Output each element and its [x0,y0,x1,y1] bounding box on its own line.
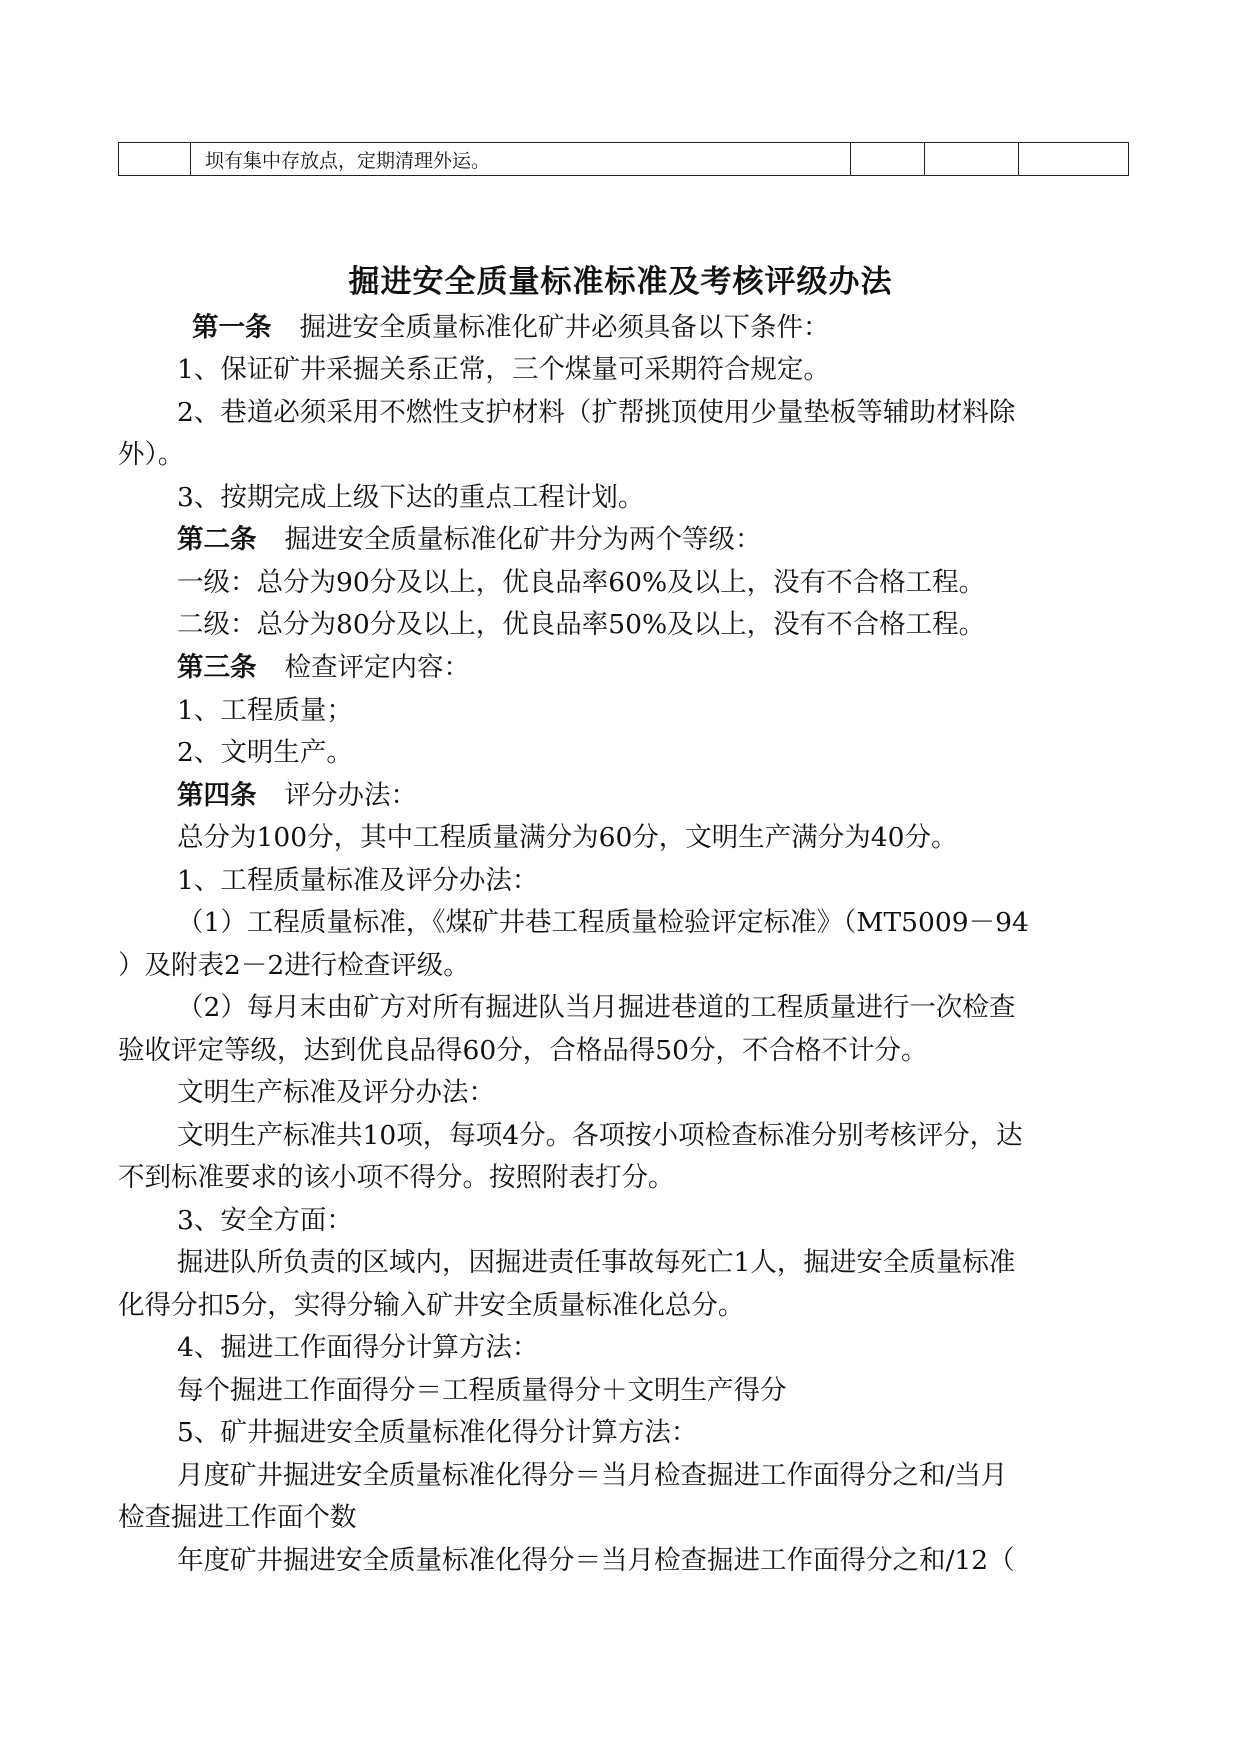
table-cell-score-3 [1019,143,1129,176]
article-label: 第四条 [177,780,257,811]
paragraph-line: 二级：总分为80分及以上，优良品率50%及以上，没有不合格工程。 [177,609,986,640]
article-1 [192,310,830,346]
article-text: 评分办法： [284,780,417,811]
article-label: 第三条 [177,652,257,683]
paragraph-line: 每个掘进工作面得分＝工程质量得分＋文明生产得分 [177,1375,787,1406]
paragraph-line: 掘进队所负责的区域内，因掘进责任事故每死亡1人，掘进安全质量标准 [177,1247,1016,1278]
article-2 [177,522,762,558]
paragraph-line: 验收评定等级，达到优良品得60分，合格品得50分，不合格不计分。 [118,1035,928,1066]
paragraph-line: 一级：总分为90分及以上，优良品率60%及以上，没有不合格工程。 [177,567,986,598]
article-label: 第一条 [192,312,272,343]
table-cell-score-2 [925,143,1019,176]
paragraph-line: （2）每月末由矿方对所有掘进队当月掘进巷道的工程质量进行一次检查 [177,992,1016,1023]
paragraph-line: 1、保证矿井采掘关系正常，三个煤量可采期符合规定。 [177,354,830,385]
paragraph-line: 年度矿井掘进安全质量标准化得分＝当月检查掘进工作面得分之和/12（ [177,1545,1015,1576]
paragraph-line: 4、掘进工作面得分计算方法： [177,1332,539,1363]
paragraph-line: 3、安全方面： [177,1205,353,1236]
paragraph-line: 文明生产标准及评分办法： [177,1077,495,1108]
table-cell-content: 坝有集中存放点，定期清理外运。 [191,143,851,176]
paragraph-line: 化得分扣5分，实得分输入矿井安全质量标准化总分。 [118,1290,745,1321]
article-text: 掘进安全质量标准化矿井必须具备以下条件： [299,312,830,343]
article-3 [177,650,470,686]
article-text: 掘进安全质量标准化矿井分为两个等级： [284,524,762,555]
document-title: 掘进安全质量标准标准及考核评级办法 [348,264,893,300]
article-4 [177,778,417,814]
paragraph-line: 2、文明生产。 [177,737,353,768]
continued-table [118,142,1129,176]
paragraph-line: 2、巷道必须采用不燃性支护材料（扩帮挑顶使用少量垫板等辅助材料除 [177,397,1016,428]
table-row [119,143,1129,176]
article-text: 检查评定内容： [284,652,470,683]
paragraph-line: 3、按期完成上级下达的重点工程计划。 [177,482,645,513]
paragraph-line: （1）工程质量标准，《煤矿井巷工程质量检验评定标准》（MT5009－94 [177,907,1029,938]
paragraph-line: 不到标准要求的该小项不得分。按照附表打分。 [118,1162,675,1193]
paragraph-line: 文明生产标准共10项，每项4分。各项按小项检查标准分别考核评分，达 [177,1120,1023,1151]
article-label: 第二条 [177,524,257,555]
paragraph-line: 1、工程质量； [177,695,353,726]
paragraph-line: 总分为100分，其中工程质量满分为60分，文明生产满分为40分。 [177,822,958,853]
paragraph-line: ）及附表2－2进行检查评级。 [118,950,470,981]
paragraph-line: 外）。 [118,439,185,470]
paragraph-line: 1、工程质量标准及评分办法： [177,865,539,896]
paragraph-line: 月度矿井掘进安全质量标准化得分＝当月检查掘进工作面得分之和/当月 [177,1460,1008,1491]
table-cell-index [119,143,191,176]
table-cell-score-1 [851,143,925,176]
paragraph-line: 5、矿井掘进安全质量标准化得分计算方法： [177,1417,698,1448]
paragraph-line: 检查掘进工作面个数 [118,1502,357,1533]
